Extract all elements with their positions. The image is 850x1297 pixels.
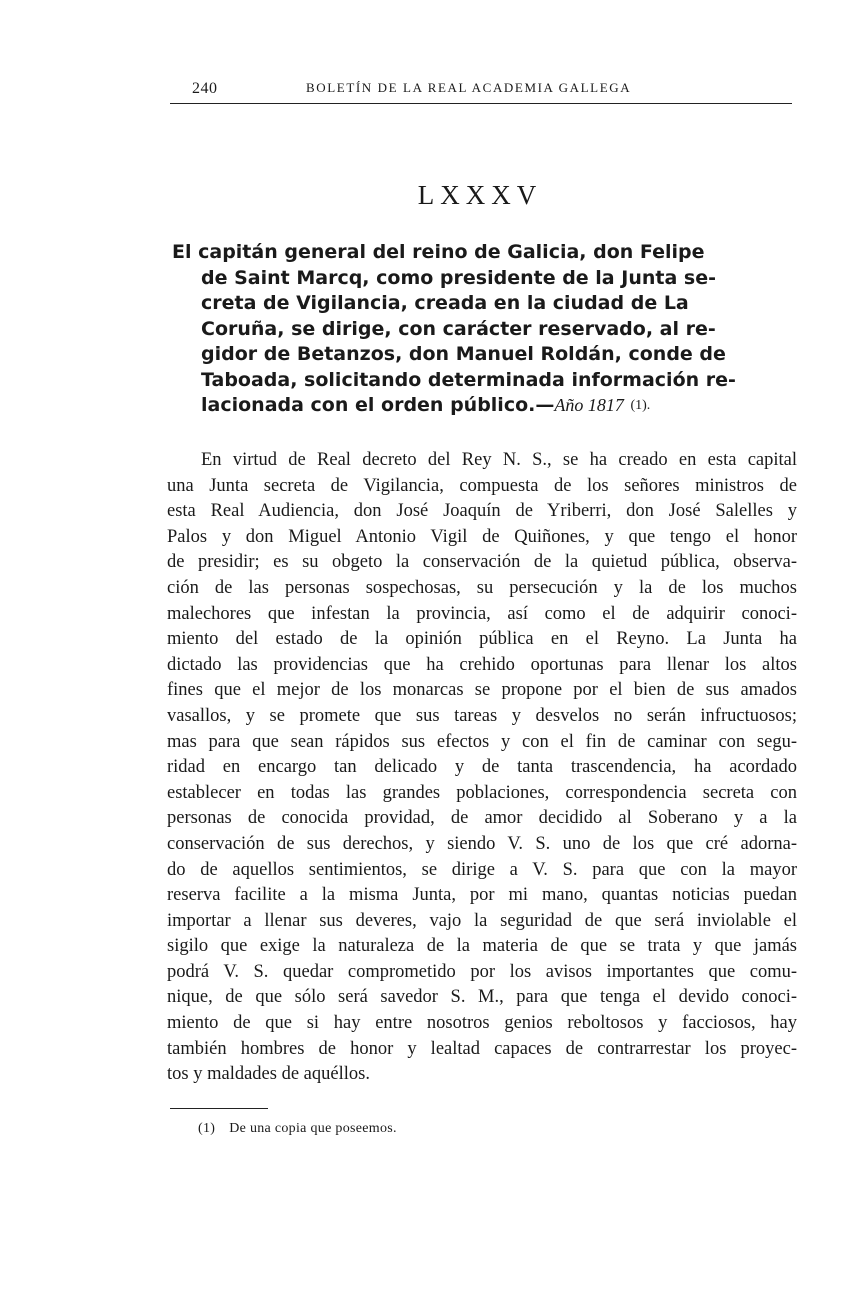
document-number: LXXXV — [417, 180, 543, 210]
body-line: mas para que sean rápidos sus efectos y con el fin de caminar con segu- — [167, 731, 797, 752]
body-line: En virtud de Real decreto del Rey N. S., se ha creado en esta capital — [201, 450, 797, 470]
body-line: miento de que si hay entre nosotros genios reboltosos y facciosos, hay — [167, 1013, 797, 1034]
body-line: do de aquellos sentimientos, se dirige a V. S. para que con la mayor — [167, 859, 797, 880]
document-summary — [172, 240, 797, 419]
body-line: dictado las providencias que ha crehido oportunas para llenar los altos — [167, 654, 797, 675]
footnote-rule — [170, 1108, 268, 1109]
body-line: miento del estado de la opinión pública en el Reyno. La Junta ha — [167, 629, 797, 650]
body-line: conservación de sus derechos, y siendo V. S. uno de los que cré adorna- — [167, 833, 797, 854]
body-line: de presidir; es su obgeto la conservación de la quietud pública, observa- — [167, 552, 797, 573]
body-line: nique, de que sólo será savedor S. M., para que tenga el devido conoci- — [167, 987, 797, 1008]
page-number: 240 — [192, 80, 218, 97]
footnote — [198, 1121, 397, 1137]
summary-line-last — [172, 393, 797, 419]
header-rule — [170, 103, 792, 104]
body-line: tos y maldades de aquéllos. — [167, 1064, 370, 1085]
summary-line: Coruña, se dirige, con carácter reservado, al re- — [201, 317, 716, 340]
body-line: vasallos, y se promete que sus tareas y desvelos no serán infructuosos; — [167, 705, 797, 726]
body-line: ción de las personas sospechosas, su persecución y la de los muchos — [167, 577, 797, 598]
body-line: esta Real Audiencia, don José Joaquín de Yriberri, don José Salelles y — [167, 501, 797, 522]
footnote-reference: (1). — [630, 398, 651, 413]
summary-line: El capitán general del reino de Galicia, don Felipe — [172, 241, 705, 263]
summary-line: creta de Vigilancia, creada en la ciudad de La — [201, 292, 689, 314]
body-line: reserva facilite a la misma Junta, por mi mano, quantas noticias puedan — [167, 885, 797, 906]
body-line: una Junta secreta de Vigilancia, compuesta de los señores ministros de — [167, 475, 797, 496]
footnote-mark: (1) — [198, 1121, 216, 1136]
summary-line: de Saint Marcq, como presidente de la Junta se- — [201, 266, 716, 289]
body-line: establecer en todas las grandes poblaciones, correspondencia secreta con — [167, 782, 797, 803]
body-line: personas de conocida providad, de amor decidido al Soberano y a la — [167, 808, 797, 829]
body-line: sigilo que exige la naturaleza de la materia de que se trata y que jamás — [167, 936, 797, 957]
footnote-text: De una copia que poseemos. — [229, 1121, 397, 1136]
summary-line-text: lacionada con el orden público.— — [201, 394, 555, 416]
running-head — [170, 78, 792, 100]
body-line: podrá V. S. quedar comprometido por los avisos importantes que comu- — [167, 961, 797, 982]
running-title: BOLETÍN DE LA REAL ACADEMIA GALLEGA — [306, 80, 632, 95]
body-line: malechores que infestan la provincia, así como el de adquirir conoci- — [167, 603, 797, 624]
body-line: Palos y don Miguel Antonio Vigil de Quiñones, y que tengo el honor — [167, 526, 797, 547]
body-text — [167, 448, 797, 1088]
summary-line: Taboada, solicitando determinada información re- — [201, 368, 736, 391]
summary-year: Año 1817 — [554, 395, 624, 415]
summary-line: gidor de Betanzos, don Manuel Roldán, conde de — [201, 343, 726, 365]
body-line: ridad en encargo tan delicado y de tanta trascendencia, ha acordado — [167, 757, 797, 778]
body-line: también hombres de honor y lealtad capaces de contrarrestar los proyec- — [167, 1038, 797, 1059]
body-line: importar a llenar sus deveres, vajo la seguridad de que será inviolable el — [167, 910, 797, 931]
body-line: fines que el mejor de los monarcas se propone por el bien de sus amados — [167, 680, 797, 701]
